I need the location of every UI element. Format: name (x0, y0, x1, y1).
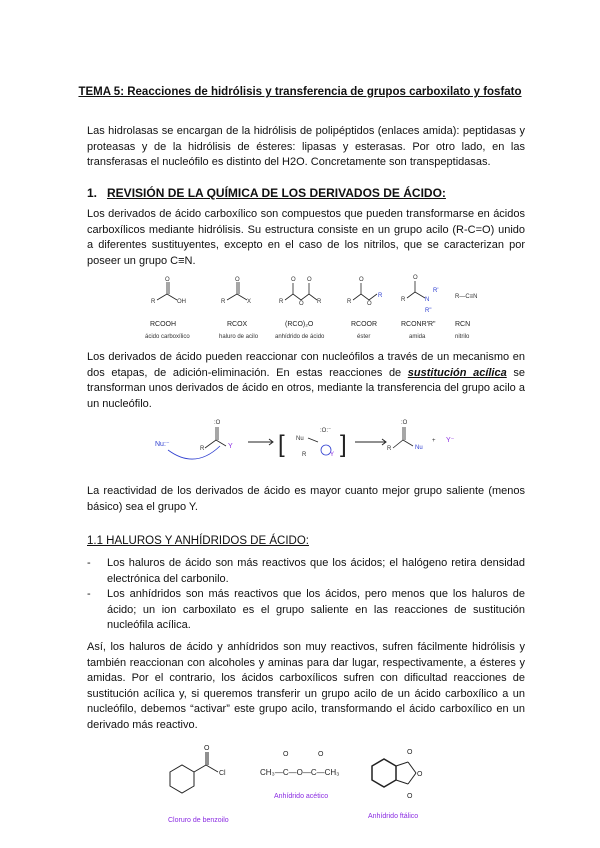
intro-paragraph: Las hidrolasas se encargan de la hidrólisis de polipéptidos (enlaces amida): peptidasas y proteasas y de la hidrólisis de ésteres: lipasas y esterasas. Por otro lado, en las transferasas el nucleófilo es distinto del H2O. Concretamente son transpeptidasas. (87, 125, 525, 168)
nitrile-structure (455, 294, 478, 300)
svg-text:O: O (283, 751, 289, 758)
chlorine-atom: Cl (219, 770, 226, 777)
svg-text:O: O (407, 793, 413, 800)
derivative-name: amida (409, 334, 426, 340)
svg-text:R: R (317, 299, 322, 305)
mechanism-paragraph (87, 350, 525, 412)
svg-text:R': R' (433, 288, 439, 294)
svg-text:R: R (221, 299, 226, 305)
derivative-name: haluro de acilo (219, 334, 259, 340)
list-item: - Los anhídridos son más reactivos que los ácidos, pero menos que los haluros de ácido; un ion carboxilato es el grupo saliente en las reacciones de sustitución nucleófila acílica. (87, 587, 525, 634)
section-1-1-heading: 1.1 HALUROS Y ANHÍDRIDOS DE ÁCIDO: (87, 535, 309, 547)
derivative-name: ácido carboxílico (145, 334, 190, 340)
svg-text:R: R (279, 299, 284, 305)
svg-text:R": R" (425, 308, 432, 314)
benzoyl-chloride-structure (170, 745, 226, 793)
list-item: - Los haluros de ácido son más reactivos que los ácidos; el halógeno retira densidad electrónica del carbonilo. (87, 556, 525, 587)
svg-text:CH₃—C—O—C—CH₃: CH₃—C—O—C—CH₃ (260, 768, 340, 777)
svg-text:O: O (235, 277, 240, 283)
svg-text:O: O (291, 277, 296, 283)
derivative-formula: RCOOR (351, 321, 378, 328)
svg-text:]: ] (340, 431, 347, 458)
carboxylic-acid-structure (151, 277, 186, 305)
svg-text:O: O (299, 301, 304, 307)
svg-text:R: R (378, 293, 383, 299)
svg-text:R: R (347, 299, 352, 305)
bullet-list (87, 556, 525, 634)
svg-text:O: O (307, 277, 312, 283)
svg-text::O: :O (214, 420, 221, 426)
plus-sign: + (432, 438, 436, 444)
phthalic-anhydride-structure (372, 749, 423, 800)
example-name: Anhídrido ftálico (368, 813, 419, 820)
derivative-name: nitrilo (455, 334, 470, 340)
svg-text:Y: Y (330, 452, 335, 458)
mechanism-text-b: se transforman unos derivados de ácido en otros, mediante la transferencia del grupo acilo a un nucleófilo. (87, 366, 525, 410)
svg-text:O: O (204, 745, 210, 752)
page-title: TEMA 5: Reacciones de hidrólisis y transferencia de grupos carboxilato y fosfato (78, 86, 522, 98)
activation-paragraph: Así, los haluros de ácido y anhídridos son muy reactivos, sufren fácilmente hidrólisis y también reaccionan con alcoholes y aminas para dar lugar, respectivamente, a ésteres y amidas. Por el contrario, los ácidos carboxílicos sufren con dificultad reacciones de sustitución acílica y, si queremos transferir un grupo acilo de un ácido carboxílico a un nucleófilo, debemos “activar” este grupo acilo, transformando el ácido carboxílico en un derivado más reactivo. (87, 641, 525, 731)
svg-text:Nu: Nu (415, 445, 423, 451)
svg-text:R: R (387, 446, 392, 452)
examples-figure (160, 740, 460, 830)
section-number: 1. (87, 186, 98, 200)
svg-text:O: O (318, 751, 324, 758)
nucleophile-label: Nu:⁻ (155, 441, 170, 448)
svg-text:X: X (247, 299, 252, 305)
acid-derivatives-figure (145, 272, 485, 344)
ester-structure (347, 277, 383, 307)
derivative-formula: RCN (455, 321, 471, 328)
svg-text:O: O (367, 301, 372, 307)
derivative-name: éster (357, 334, 371, 340)
svg-text:Nu: Nu (296, 436, 304, 442)
svg-text::O:⁻: :O:⁻ (320, 428, 332, 434)
derivative-formula: RCOOH (150, 321, 177, 328)
svg-text:OH: OH (177, 299, 186, 305)
y-group: Y (228, 443, 233, 450)
acyl-substitution-term: sustitución acílica (407, 366, 507, 379)
derivative-name: anhídrido de ácido (275, 334, 325, 340)
svg-text:O: O (407, 749, 413, 756)
svg-text:O: O (359, 277, 364, 283)
derivatives-paragraph: Los derivados de ácido carboxílico son compuestos que pueden transformarse en ácidos carboxílicos mediante hidrólisis. Su estructura consiste en un grupo acilo (R-C=O) unido a diferentes sustituyentes, excepto en el caso de los nitrilos, que se caracterizan por poseer un grupo C≡N. (87, 208, 525, 267)
svg-text:R: R (200, 446, 205, 452)
example-name: Anhídrido acético (274, 793, 329, 800)
svg-text:[: [ (278, 431, 285, 458)
section-title: REVISIÓN DE LA QUÍMICA DE LOS DERIVADOS DE ÁCIDO: (107, 186, 446, 200)
leaving-group: Y⁻ (446, 437, 455, 444)
section-1-heading (87, 186, 446, 200)
example-name: Cloruro de benzoilo (168, 817, 229, 824)
amide-structure (401, 275, 438, 314)
svg-text:R: R (151, 299, 156, 305)
acyl-halide-structure (221, 277, 251, 305)
reactivity-paragraph: La reactividad de los derivados de ácido es mayor cuanto mejor grupo saliente (menos básico) sea el grupo Y. (87, 485, 525, 513)
svg-text:O: O (417, 771, 423, 778)
derivative-formula: (RCO)₂O (285, 321, 314, 328)
svg-text:O: O (413, 275, 418, 281)
svg-text:R: R (401, 297, 406, 303)
mechanism-text-a: Los derivados de ácido pueden reaccionar con nucleófilos a través de un mecanismo en dos etapas, de adición-eliminación. En estas reacciones de (87, 351, 525, 379)
derivative-formula: RCONR'R" (401, 321, 436, 328)
svg-text:N: N (425, 297, 430, 303)
anhydride-structure (279, 277, 322, 307)
svg-text:R—C≡N: R—C≡N (455, 294, 478, 300)
svg-text:O: O (165, 277, 170, 283)
svg-text:R: R (302, 452, 307, 458)
svg-text::O: :O (401, 420, 408, 426)
acetic-anhydride-structure (260, 751, 339, 777)
mechanism-figure (150, 412, 470, 472)
derivative-formula: RCOX (227, 321, 248, 328)
